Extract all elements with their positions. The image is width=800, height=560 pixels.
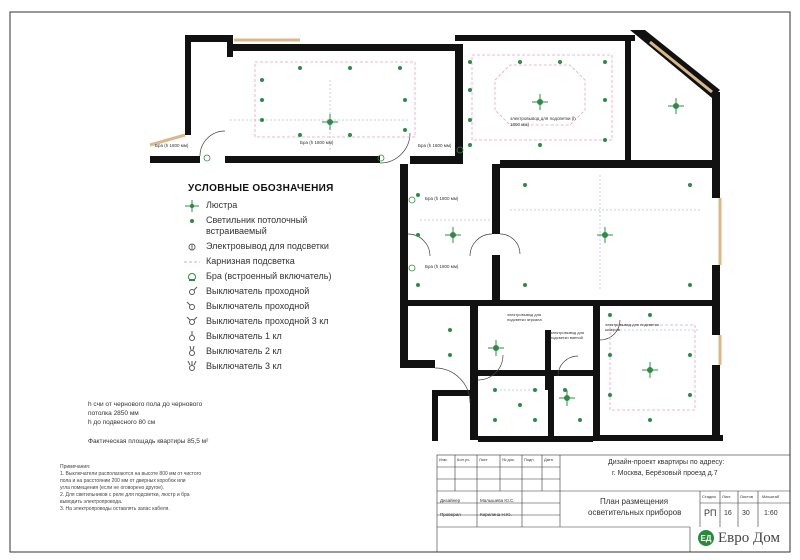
sconce-icon: [184, 271, 200, 283]
legend-item: [180, 286, 440, 301]
remark-line: 1. Выключатели располагаются на высоте 800 мм от чистого: [60, 471, 202, 477]
sheets-head: Листов: [740, 494, 753, 499]
checker-role: Проверил: [440, 512, 461, 517]
legend-item: [180, 241, 440, 256]
room-note: Бра (h 1800 мм): [425, 264, 459, 269]
remark-line: 2. Для светильников с реле для подсветки, люстр и бра: [60, 492, 190, 498]
legend-item: [180, 361, 440, 376]
tb-col: № док.: [502, 457, 515, 462]
tb-col: Подп.: [524, 457, 535, 462]
legend-label: Карнизная подсветка: [206, 256, 295, 266]
chandelier-icon: [642, 362, 658, 378]
room-note: электровывод для подсветки шкафов: [605, 322, 659, 332]
legend-label: Выключатель проходной 3 кл: [206, 316, 329, 326]
switch-pass-icon: [184, 301, 200, 313]
tb-col: Кол.уч.: [457, 457, 471, 462]
legend-label: Выключатель 1 кл: [206, 331, 282, 341]
note-line: потолка 2850 мм: [88, 410, 139, 417]
legend-item: [180, 301, 440, 316]
stage-head: Стадия: [702, 494, 716, 499]
switch-2-icon: [184, 346, 200, 358]
logo-mark: ЕД: [698, 530, 714, 546]
legend-item: [180, 331, 440, 346]
room-note: Бра (h 1800 мм): [300, 140, 334, 145]
chandelier-icon: [488, 340, 504, 356]
remarks-title: Примечания:: [60, 464, 91, 470]
switch-3-icon: [184, 361, 200, 373]
scale-value: 1:60: [764, 510, 778, 517]
remark-line: 3. На электропроводы оставлять запас кабеля.: [60, 506, 170, 512]
chandelier-icon: [532, 94, 548, 110]
legend-label: Выключатель 2 кл: [206, 346, 282, 356]
logo-wordmark: Евро Дом: [718, 529, 780, 546]
legend-label: Электровывод для подсветки: [206, 241, 329, 251]
remarks: [60, 464, 350, 513]
chandelier-icon: [559, 390, 575, 406]
remark-line: угла помещения (если не оговорено другое).: [60, 485, 165, 491]
checker-name: Кирилина Н.Ю.: [480, 512, 512, 517]
note-line: h до подвесного 80 см: [88, 419, 156, 426]
switch-pass-3-icon: [184, 316, 200, 328]
switch-1-icon: [184, 331, 200, 343]
room-note: Бра (h 1800 мм): [418, 143, 452, 148]
scale-head: Масштаб: [762, 494, 780, 499]
switch-pass-icon: [184, 286, 200, 298]
recessed-light-icon: [184, 215, 200, 227]
room-note: Бра (h 1800 мм): [155, 143, 189, 148]
chandelier-icon: [322, 114, 338, 130]
sheet-head: Лист: [722, 494, 731, 499]
chandelier-icon: [184, 200, 200, 212]
remark-line: выводить электропровода.: [60, 499, 123, 505]
legend-item: [180, 271, 440, 286]
tb-col: Дата: [544, 457, 553, 462]
legend-title: УСЛОВНЫЕ ОБОЗНАЧЕНИЯ: [188, 183, 334, 194]
height-notes: [88, 400, 268, 446]
sheet-title-1: План размещения: [600, 497, 669, 506]
room-note: электровывод для подсветки (h 1800 мм): [510, 116, 576, 127]
legend-item: [180, 200, 440, 215]
legend-label: Светильник потолочный встраиваемый: [206, 215, 308, 236]
tb-col: Изм.: [439, 457, 448, 462]
chandelier-icon: [445, 227, 461, 243]
sheet-value: 16: [724, 510, 732, 517]
project-title: Дизайн-проект квартиры по адресу:: [608, 459, 725, 466]
designer-role: Дизайнер: [440, 498, 461, 503]
stage-value: РП: [704, 508, 717, 518]
tb-col: Лист: [479, 457, 488, 462]
area-note: Фактическая площадь квартиры 85,5 м²: [88, 438, 209, 445]
electrical-outlet-icon: [184, 241, 200, 253]
chandelier-icon: [597, 227, 613, 243]
legend-label: Выключатель 3 кл: [206, 361, 282, 371]
sheet-title-2: осветительных приборов: [588, 508, 682, 517]
cornice-light-icon: [184, 256, 200, 268]
legend-label: Выключатель проходной: [206, 301, 310, 311]
legend-label: Выключатель проходной: [206, 286, 310, 296]
room-note: электровывод для подсветки зеркала: [507, 312, 542, 322]
project-address: г. Москва, Берёзовый проезд д.7: [612, 470, 718, 477]
legend-item: [180, 346, 440, 361]
legend-label: Люстра: [206, 200, 238, 210]
legend-item: [180, 316, 440, 331]
legend-item: [180, 256, 440, 271]
company-logo: [698, 527, 780, 549]
note-line: h счи от чернового пола до чернового: [88, 401, 203, 408]
designer-name: Малышева Ю.С.: [480, 498, 515, 503]
room-note: электровывод для подсветки ванной: [550, 330, 585, 340]
legend-label: Бра (встроенный включатель): [206, 271, 332, 281]
remark-line: пола и на расстоянии 200 мм от дверных коробок или: [60, 478, 186, 484]
sheets-value: 30: [742, 510, 750, 517]
chandelier-icon: [668, 98, 684, 114]
room-note: Бра (h 1800 мм): [425, 196, 459, 201]
legend-item: [180, 215, 440, 241]
legend: [180, 183, 440, 376]
